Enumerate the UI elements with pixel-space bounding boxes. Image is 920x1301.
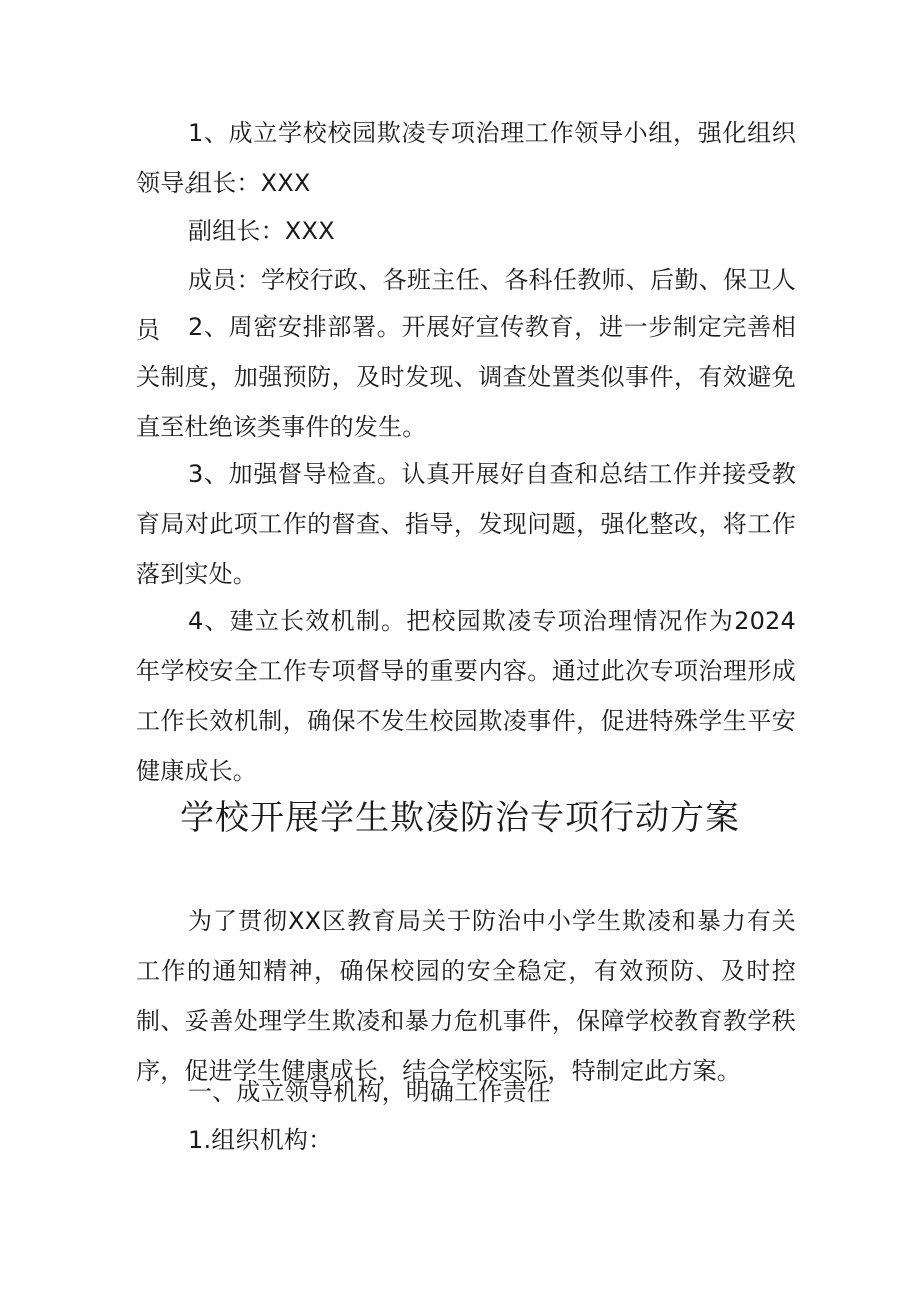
paragraph-item4: 4、建立长效机制。把校园欺凌专项治理情况作为2024年学校安全工作专项督导的重要内容。通过此次专项治理形成工作长效机制，确保不发生校园欺凌事件，促进特殊学生平安健康成长。 — [136, 607, 796, 785]
paragraph-intro: 为了贯彻XX区教育局关于防治中小学生欺凌和暴力有关工作的通知精神，确保校园的安全稳定，有效预防、及时控制、妥善处理学生欺凌和暴力危机事件，保障学校教育教学秩序，促进学生健康成长，结合学校实际，特制定此方案。 — [136, 907, 796, 1085]
paragraph-leader: 组长：XXX — [188, 169, 311, 197]
paragraph-item3: 3、加强督导检查。认真开展好自查和总结工作并接受教育局对此项工作的督查、指导，发现问题，强化整改，将工作落到实处。 — [136, 460, 796, 588]
subheading-organization: 1.组织机构： — [188, 1126, 333, 1154]
document-title: 学校开展学生欺凌防治专项行动方案 — [180, 798, 740, 838]
paragraph-vice-leader: 副组长：XXX — [188, 217, 335, 245]
section-heading-1: 一、成立领导机构，明确工作责任 — [188, 1078, 551, 1106]
paragraph-item2: 2、周密安排部署。开展好宣传教育，进一步制定完善相关制度，加强预防，及时发现、调查处置类似事件，有效避免直至杜绝该类事件的发生。 — [136, 313, 796, 441]
paragraph-item1: 1、成立学校校园欺凌专项治理工作领导小组，强化组织领导。 — [136, 119, 796, 197]
paragraph-members: 成员：学校行政、各班主任、各科任教师、后勤、保卫人员 — [136, 266, 796, 344]
